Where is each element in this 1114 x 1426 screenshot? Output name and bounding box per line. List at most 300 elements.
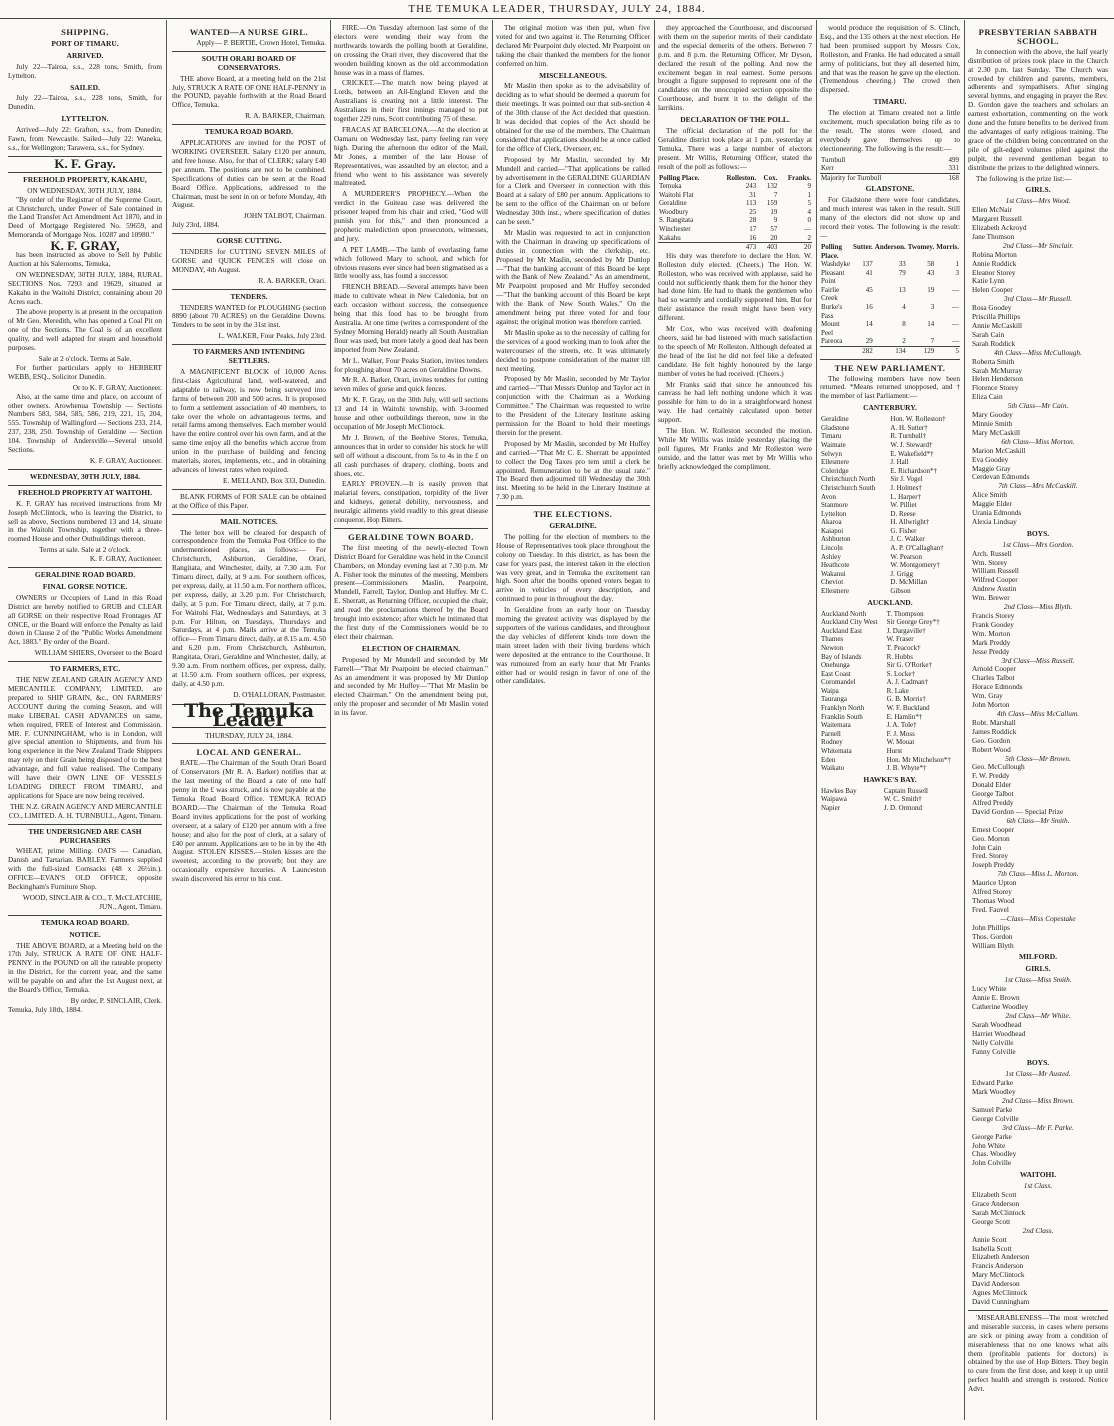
member-name: S. Locke† — [886, 669, 915, 678]
table-row — [820, 320, 960, 337]
class-heading: 1st Class. — [1023, 1181, 1053, 1191]
column-rule — [816, 20, 817, 1420]
table-cell: 3 — [955, 268, 959, 277]
electorate-name: Eden — [821, 755, 836, 764]
table-row — [658, 225, 812, 234]
table-cell: Temuka — [659, 182, 682, 191]
prize-winner: Thomas Wood — [972, 896, 1015, 905]
table-cell: 79 — [898, 268, 906, 277]
class-heading: —Class—Miss Copestake — [1000, 913, 1076, 923]
advert-heading: GERALDINE ROAD BOARD. — [34, 570, 136, 580]
article-text: Mr Franks said that since he announced his canvass he had left nothing undone which it was possible for him to do in a straightforward honest way. He had certainly calculated upon better support. — [658, 379, 812, 425]
prize-winner: Priscilla Phillips — [972, 312, 1021, 322]
table-row — [820, 303, 960, 320]
table-row — [658, 234, 812, 243]
electorate-name: Selwyn — [821, 449, 842, 458]
table-header: Anderson. — [874, 242, 906, 251]
article-text: The official declaration of the poll for the Geraldine district took place at 1 p.m. yesterday at Temuka. There was a large number of electors present. Mr Willis, Returning Officer, stated the result of the poll as follows:— — [658, 125, 812, 171]
electorate-name: Cheviot — [821, 578, 844, 587]
article-text: The polling for the election of members to the House of Representatives took place throughout the colony on Tuesday. In this district, as has been the case for years past, the interest taken in the election was very great, and in Temuka the excitement ran high. Soon after the booths opened voters began to arrive in vehicles of every description, and continued to pour in throughout the day. — [496, 531, 650, 604]
member-name: Gibson — [890, 587, 911, 596]
table-row — [820, 173, 960, 182]
prize-winner: Rosa Goodey — [972, 303, 1012, 313]
sub-heading: WAITOHI. — [1019, 1170, 1057, 1180]
prize-winner: James Roddick — [972, 726, 1017, 736]
table-row — [820, 570, 960, 579]
member-name: J. A. Tole† — [886, 721, 917, 730]
table-row — [820, 467, 960, 476]
table-cell: 129 — [923, 347, 935, 356]
shipping-text: July 22—Tairoa, s.s., 228 tons, Smith, for Dunedin. — [8, 93, 162, 112]
section-heading: LOCAL AND GENERAL. — [196, 747, 302, 758]
table-row — [820, 441, 960, 450]
article-text: In connection with the above, the half yearly distribution of prizes took place in the Church at 2.30 p.m. last Sunday. The Church was crowded by children and parents, members, adherents and sympathisers. After singing several hymns, and engaging in prayer the Rev. D. Gordon gave the teachers and scholars an earnest exhortation, commenting on the work done and the future benefits to be derived from the advantages of early religious training. The grace of the children being concentrated on the pile of gilt-edged volumes piled against the pulpit, the reverend gentleman began to distribute the prizes to the delighted winners. — [968, 46, 1108, 172]
article-text: The first meeting of the newly-elected Town District Board for Geraldine was held in the Council Chambers, on Monday evening last at 7.30 p.m. Mr A. Fisher took the minutes of the meeting. Members present—Commissioners Maslin, Pearpoint, Mundell, Farrell, Taylor, Dunlop and Huffey. Mr C. E. Sherratt, as Returning Officer, occupied the chair, and read the proclamations thereof by the Board brought into existence; after which he intimated that the first duty of the Commissioners would be to elect their chairman. — [334, 542, 488, 641]
advert-text: OWNERS or Occupiers of Land in this Road District are hereby notified to GRUB and CLEAR all GORSE on their respective Road Frontages AT ONCE, or the Board will enforce the Penalty as laid down in Clause 2 of the "Public Works Amendment Act, 1883." By order of the Board. — [8, 592, 162, 647]
member-name: J. Holmes† — [890, 483, 922, 492]
article-text: RATE.—The Chairman of the South Orari Board of Conservators (Mr R. A. Barker) notifies that at the last meeting of the Board a rate of one half penny in the £ was struck, and is now payable at the Temuka Road Board Office. TEMUKA ROAD BOARD.—The Chairman of the Temuka Road Board invites applications for the post of working overseer, at a salary of £120 per annum with a free house; and also for the post of clerk, at a salary of £40 per annum. Applications are to be in by the 4th August. STOLEN KISSES.—Stolen kisses are the sweetest, according to the proverb; but they are occasionally expensive luxuries. A Launceston swain discovered his error to his cost. — [172, 758, 326, 884]
advert-heading: WEDNESDAY, 30TH JULY, 1884. — [29, 471, 141, 481]
table-header: Morris. — [936, 242, 959, 251]
advert-heading: TO FARMERS, ETC. — [49, 664, 121, 674]
table-cell: 159 — [766, 199, 778, 208]
article-text: The election at Timaru created not a little excitement, much speculation being rife as to the result. The stores were closed, and everybody gave themselves up to electioneering. The following is the result:— — [820, 108, 960, 153]
member-name: J. Dargaville† — [886, 626, 926, 635]
sub-heading: GLADSTONE. — [865, 184, 915, 194]
electorate-name: Auckland City West — [821, 618, 878, 627]
table-cell: 168 — [948, 173, 959, 182]
prize-winner: Chas. Woodley — [972, 1149, 1017, 1159]
table-cell: 43 — [927, 268, 935, 277]
prize-winner: John Morton — [972, 700, 1010, 710]
prize-winner: Mary Goodey — [972, 410, 1013, 420]
table-row — [820, 730, 960, 739]
members-table — [820, 415, 960, 595]
article-text: CRICKET.—The match now being played at Lords, between an All-England Eleven and the Australians is creating not a little interest. The Australians in their first innings managed to put together 229 runs, Scott contributing 75 of these. — [334, 78, 488, 124]
sub-heading: BOYS. — [1026, 528, 1050, 538]
sub-heading: BOYS. — [1026, 1058, 1050, 1068]
advert-text: The above property is at present in the occupation of Mr Geo. Meredith, who has opened a Coal Pit on one of the Sections. The Coal is of an excellent quality, and well adapted for steam and household purposes. — [8, 307, 162, 353]
divider — [172, 489, 326, 490]
article-text: Mr Cox, who was received with deafening cheers, said he had listened with much satisfaction to the speech of Mr Rolleston. Although defeated at the head of the list he did not feel like a defeated candidate. He felt highly honoured by the large number of votes he had received. (Cheers.) — [658, 324, 812, 378]
electorate-name: East Coast — [821, 669, 851, 678]
table-cell: 19 — [927, 285, 935, 294]
advert-signature: L. WALKER, Four Peaks, July 23rd. — [218, 331, 326, 341]
table-cell: 20 — [804, 243, 811, 252]
table-row — [820, 475, 960, 484]
column-rule — [964, 20, 965, 1420]
article-text: The original motion was then put, when five voted for and two against it. The Returning Officer declared Mr Pearpoint duly elected. Mr Pearpoint on taking the chair thanked the members for the honor conferred on him. — [496, 24, 650, 68]
table-cell: 29 — [865, 337, 873, 346]
table-row — [820, 432, 960, 441]
shipping-text: July 22—Tairoa, s.s., 228 tons, Smith, from Lyttelton. — [8, 61, 162, 80]
article-text: Mr L. Walker, Four Peaks Station, invites tenders for ploughing about 70 acres on Geraldine Downs. — [334, 355, 488, 374]
table-row — [820, 518, 960, 527]
table-row — [820, 804, 960, 813]
advert-signature: K. F. GRAY, Auctioneer. — [89, 455, 162, 465]
divider — [8, 485, 162, 486]
advert-text: Apply— P. BERTIE, Crown Hotel, Temuka. — [196, 37, 326, 47]
class-heading: 2nd Class—Mr White. — [1005, 1010, 1071, 1020]
prize-list — [968, 541, 1108, 951]
member-name: G. Fisher — [890, 526, 917, 535]
table-row — [820, 644, 960, 653]
article-text: In Geraldine from an early hour on Tuesday morning the greatest activity was displayed by the supporters of the various candidates, and throughout the day vehicles of different kinds tore down the main street laden with their living burdens which were deposited at the entrance to the Courthouse. It was rumoured from an early hour that Mr Franks either had or would resign in favor of one of the other candidates. — [496, 605, 650, 686]
advert-text: THE above Board, at a meeting held on the 21st July, STRUCK A RATE OF ONE HALF-PENNY in the POUND, payable forthwith at the Road Board Office, Temuka. — [172, 73, 326, 110]
electorate-name: Tauranga — [821, 695, 847, 704]
electorate-name: Kaiapoi — [821, 526, 844, 535]
advert-signature: K. F. GRAY, Auctioneer. — [89, 554, 162, 564]
prize-winner: Harriet Woodhead — [972, 1028, 1026, 1038]
table-row — [820, 337, 960, 346]
table-cell: S. Rangitata — [659, 216, 694, 225]
electorate-name: Franklyn North — [821, 704, 865, 713]
advert-text: WHEAT, prime Milling. OATS — Canadian, Danish and Tartarian. BARLEY. Farmers supplied with the full-sized Cornsacks (48 x 26½in.). OFFICE—EVAN'S OLD OFFICE, opposite Beckingham's Furniture Shop. — [8, 846, 162, 892]
prize-winner: Elizabeth Scott — [972, 1190, 1017, 1200]
section-heading: SHIPPING. — [61, 27, 109, 37]
table-row — [820, 156, 960, 165]
advert-text: THE NEW ZEALAND GRAIN AGENCY AND MERCANTILE COMPANY, LIMITED, are prepared to SHIP GRAIN, &c., ON FARMERS' ACCOUNT during the coming Season, and will make LIBERAL CASH ADVANCES on same, when required, FREE of Interest and Commission. MR. F. CUNNINGHAM, who is in London, will give special attention to Shipments, and from his long experience in the New Zealand Trade Shippers may rely on their Grain being disposed of to the best advantage, and full value realised. The Company will have their OWN LINE OF VESSELS LOADING DIRECT FROM TIMARU, and applications for Space are now being received. — [8, 675, 162, 800]
electorate-name: Coleridge — [821, 466, 849, 475]
prize-winner: Florence Storey — [972, 383, 1019, 393]
table-row — [820, 587, 960, 596]
class-heading: 3rd Class—Miss Russell. — [1001, 655, 1075, 665]
prize-winner: John Colville — [972, 1158, 1012, 1168]
prize-winner: Jane Thomson — [972, 231, 1015, 241]
table-row — [658, 182, 812, 191]
table-row — [820, 493, 960, 502]
prize-winner: Wm. Gray — [972, 691, 1003, 701]
table-row — [820, 544, 960, 553]
table-cell: 33 — [898, 260, 906, 269]
prize-winner: George Parke — [972, 1131, 1012, 1141]
prize-winner: Samuel Parke — [972, 1104, 1013, 1114]
table-header: Cox. — [763, 173, 778, 182]
sub-heading: ELECTION OF CHAIRMAN. — [361, 643, 461, 653]
divider — [496, 505, 650, 506]
article-text: Proposed by Mr Maslin, seconded by Mr Huffey and carried—"That Mr C. E. Sherratt be appointed to collect the Dog Taxes pro tem until a clerk be appointed. Remuneration to be at the usual rate." The Board then adjourned till Wednesday the 30th inst. Meeting to be held in the Literary Institute at 7.30 p.m. — [496, 438, 650, 502]
advert-heading: FINAL GORSE NOTICE. — [42, 581, 128, 591]
table-cell: 28 — [749, 216, 757, 225]
class-heading: 1st Class—Mr Austed. — [1005, 1069, 1071, 1079]
prize-winner: Robt. Marshall — [972, 717, 1016, 727]
member-name: D. Reese — [890, 509, 916, 518]
table-cell: 473 — [745, 243, 757, 252]
gladstone-table — [820, 243, 960, 356]
table-cell: 137 — [862, 260, 873, 269]
advert-signature: WOOD, SINCLAIR & CO., T. McCLATCHIE, JUN., Agent, Timaru. — [22, 892, 162, 911]
member-name: W. Fraser — [886, 635, 914, 644]
column-7 — [968, 24, 1108, 1419]
table-cell: 243 — [745, 182, 757, 191]
prize-winner: Agnes McClintock — [972, 1288, 1028, 1298]
advert-date: July 23rd, 1884. — [172, 220, 220, 230]
electorate-name: Waitemata — [821, 721, 851, 730]
table-cell: Winchester — [659, 225, 691, 234]
section-heading: THE NEW PARLIAMENT. — [834, 362, 946, 373]
electorate-name: Ellesmere — [821, 458, 849, 467]
divider — [172, 289, 326, 290]
electorate-name: Bay of Islands — [821, 652, 862, 661]
electorate-name: Onehunga — [821, 661, 850, 670]
table-cell: — — [952, 320, 959, 329]
table-cell: 20 — [770, 233, 778, 242]
divider — [820, 359, 960, 360]
prize-winner: Andrew Austin — [972, 584, 1017, 594]
article-text: FIRE.—On Tuesday afternoon last some of the electors were wending their way from the northwards towards the polling booth at Geraldine, on crossing the Orari river, they discovered that the wooden building known as the old accommodation house was in a mass of flames. — [334, 24, 488, 77]
prize-winner: Lucy White — [972, 984, 1007, 994]
divider — [8, 567, 162, 568]
divider — [172, 233, 326, 234]
electorate-name: Akaroa — [821, 518, 842, 527]
prize-winner: Eleanor Storey — [972, 267, 1016, 277]
member-name: Sir George Grey*† — [886, 618, 940, 627]
page-header: THE TEMUKA LEADER, THURSDAY, JULY 24, 1884. — [0, 0, 1114, 19]
table-row — [820, 535, 960, 544]
prize-winner: Mary McClintock — [972, 1270, 1025, 1280]
table-cell — [820, 347, 852, 356]
prize-winner: Francis Storey — [972, 611, 1015, 620]
article-text: Mr Maslin then spoke as to the advisability of deciding as to what should be deemed a quorum for their meetings. It was pointed out that sub-section 4 of the 30th clause of the Act decided that question. It was decided that copies of the Act should be obtained for the use of the members. The Chairman considered that applications should be at once called for the office of Clerk, Overseer, etc. — [496, 81, 650, 153]
prize-winner: Eva Goodey — [972, 454, 1009, 464]
article-text: A PET LAMB.—The lamb of everlasting fame which followed Mary to school, and which for obvious reasons ever since had been stigmatised as a little woolly ass, has found a successor. — [334, 244, 488, 281]
article-text: Proposed by Mr Maslin, seconded by Mr Mundell and carried—"That applications be called by advertisement in the GERALDINE GUARDIAN for a Clerk and Overseer in connection with this Board at a salary of £80 per annum. Applications to be sent to the office of the Chairman on or before Wednesday 30th inst., where specification of duties can be seen." — [496, 154, 650, 227]
prize-winner: Arnold Cooper — [972, 664, 1016, 674]
table-cell: 132 — [766, 182, 778, 191]
table-cell: 31 — [749, 190, 757, 199]
prize-winner: Jesse Preddy — [972, 646, 1010, 656]
table-row — [658, 208, 812, 217]
prize-winner: Helen Cooper — [972, 285, 1013, 295]
divider — [968, 1310, 1108, 1311]
prize-winner: Geo. McCullough — [972, 762, 1025, 772]
table-cell: 282 — [862, 347, 873, 356]
advert-signature: D. O'HALLORAN, Postmaster. — [233, 689, 326, 699]
prize-winner: Maggie Elder — [972, 499, 1012, 509]
advert-text: TENDERS WANTED for PLOUGHING (section 8890 (about 70 ACRES) on the Geraldine Downs. Tenders to be sent in by the 31st inst. — [172, 302, 326, 330]
table-row — [820, 610, 960, 619]
table-row — [820, 553, 960, 562]
table-cell: Kakahu — [659, 233, 681, 242]
electorate-name: Thames — [821, 635, 844, 644]
sub-heading: GIRLS. — [1025, 964, 1051, 974]
class-heading: 3rd Class—Mr F. Parke. — [1002, 1122, 1074, 1132]
member-name: H. Allwright† — [890, 518, 930, 527]
class-heading: 3rd Class—Mr Russell. — [1003, 294, 1073, 304]
table-row — [820, 764, 960, 773]
table-header: Rolleston. — [726, 173, 757, 182]
table-cell: 7 — [773, 190, 778, 199]
table-row — [820, 787, 960, 796]
column-5 — [658, 24, 812, 1419]
advert-text: Sale at 2 o'clock. Terms at Sale. — [38, 354, 132, 363]
sub-heading: AUCKLAND. — [867, 597, 913, 607]
masthead: The Temuka Leader — [172, 704, 326, 728]
advert-heading: TEMUKA ROAD BOARD. — [204, 127, 294, 137]
article-text: would produce the requisition of S. Clinch, Esq., and the 135 others at the next election. He had been promised support by Messrs Cox, Rolleston, and Franks. He had educated a small army of politicians, but they all deserted him, and that was the reason he gave up the election. (Tremendous cheering.) The crowd then dispersed. — [820, 24, 960, 95]
article-text: Mr R. A. Barker, Orari, invites tenders for cutting seven miles of gorse and quick fences. — [334, 375, 488, 394]
divider — [172, 344, 326, 345]
prize-winner: Robert Wood — [972, 744, 1011, 754]
table-cell: Fairlie Creek — [821, 285, 840, 303]
prize-winner: Wm. Brewer — [972, 593, 1010, 603]
prize-winner: Fred. Fauvel — [972, 904, 1009, 914]
divider — [8, 661, 162, 662]
advert-text: "By order of the Registrar of the Supreme Court, at Christchurch, under Power of Sale contained in the Land Transfer Act Amendment Act 1870, and in Deed of Mortgage Registered No. 59659, and Memoranda of Mortgage Nos. 10287 and 10980." — [8, 194, 162, 240]
table-row — [820, 450, 960, 459]
class-heading: 2nd Class. — [1022, 1225, 1054, 1235]
table-cell: — — [952, 285, 959, 294]
prize-winner: Frank Goodey — [972, 619, 1014, 629]
class-heading: 6th Class—Mr Smith. — [1006, 815, 1070, 825]
prize-winner: George Scott — [972, 1216, 1011, 1226]
article-text: His duty was therefore to declare the Hon. W. Rolleston duly elected. (Cheers.) The Hon. W. Rolleston, who was received with applause, said he could not sufficiently thank them for the honor they had done him. He had to thank the gentlemen who had so warmly and cordially supported him. But for their assistance the result might have been very different. — [658, 250, 812, 323]
prize-winner: Annie McCaskill — [972, 321, 1023, 330]
sub-heading: HAWKE'S BAY. — [863, 774, 917, 784]
table-total-row — [820, 347, 960, 356]
auctioneer-name: K. F. GRAY, — [50, 238, 120, 254]
article-text: EARLY PROVEN.—It is easily proven that malarial fevers, constipation, torpidity of the liver and kidneys, general debility, nervousness, and neuralgic ailments yield readily to this great disease conqueror, Hop Bitters. — [334, 479, 488, 525]
electorate-name: Newton — [821, 643, 844, 652]
masthead-date: THURSDAY, JULY 24, 1884. — [205, 730, 293, 740]
electorate-name: Christchurch North — [821, 475, 876, 484]
divider — [172, 124, 326, 125]
table-row — [820, 713, 960, 722]
table-cell: 57 — [770, 225, 778, 234]
section-heading: THE ELECTIONS. — [533, 509, 613, 520]
prize-winner: Sarah Roddick — [972, 338, 1016, 348]
member-name: J. Hall — [890, 458, 909, 467]
prize-winner: Eliza Cain — [972, 392, 1003, 402]
table-cell: 5 — [807, 199, 811, 208]
members-table — [820, 610, 960, 773]
member-name: W. J. Steward† — [890, 440, 933, 449]
table-cell: 8 — [902, 320, 906, 329]
electorate-name: Geraldine — [821, 415, 849, 424]
table-row — [820, 260, 960, 269]
advert-text: For further particulars apply to HERBERT WEBB, ESQ., Solicitor Dunedin. — [8, 362, 162, 381]
class-heading: 2nd Class—Miss Brown. — [1001, 1096, 1075, 1106]
table-row — [820, 795, 960, 804]
electorate-name: Whitemata — [821, 747, 852, 756]
member-name: J. Grigg — [890, 569, 913, 578]
member-name: W. C. Smith† — [883, 795, 922, 804]
member-name: D. McMillan — [890, 578, 927, 587]
column-rule — [166, 20, 167, 1420]
column-6 — [820, 24, 960, 1419]
member-name: A. J. Cadman† — [886, 678, 929, 687]
prize-winner: Alfred Preddy — [972, 798, 1014, 808]
advert-signature: By order, P. SINCLAIR, Clerk. — [70, 996, 162, 1005]
class-heading: 6th Class—Miss Morton. — [1001, 436, 1075, 446]
prize-winner: Alexia Lindsay — [972, 516, 1017, 526]
prize-winner: Annie Roddick — [972, 258, 1017, 268]
table-cell: 14 — [865, 320, 873, 329]
table-cell: Kerr — [821, 164, 834, 173]
table-cell: — — [952, 303, 959, 312]
advert-text: Terms at sale. Sale at 2 o'clock. — [39, 545, 131, 555]
member-name: W. Mouat — [886, 738, 915, 747]
advert-text: K. F. GRAY has received instructions from Mr Joseph McClintock, who is leaving the District, to sell as above, Sections numbered 13 and 14, situate in the Waitohi Township, together with a three-roomed House and other Outbuildings thereon. — [8, 498, 162, 544]
table-cell: 2 — [902, 337, 906, 346]
table-header: Sutter. — [853, 242, 873, 251]
table-cell: 3 — [930, 303, 935, 312]
electorate-name: Hawkes Bay — [821, 786, 857, 795]
prize-winner: Annie Scott — [972, 1234, 1007, 1244]
article-text: Mr Maslin was requested to act in conjunction with the Chairman in drawing up specifications of duties in connection with the clerkship, etc. Proposed by Mr Maslin, seconded by Mr Dunlop—"That the banking account of this Board be kept with the Bank of New Zealand." As an amendment, Mr Pearpoint proposed and Mr Huffey seconded—"That the banking account of this Board be kept with the Bank of New South Wales." On the amendment being put three voted for and four against; the original motion was therefore carried. — [496, 227, 650, 326]
electorate-name: Waipa — [821, 686, 839, 695]
poll-table — [658, 174, 812, 252]
table-cell: 19 — [770, 207, 778, 216]
prize-winner: Elizabeth Anderson — [972, 1252, 1030, 1262]
prize-list — [968, 1182, 1108, 1307]
advert-text: TENDERS for CUTTING SEVEN MILES of GORSE and QUICK FENCES will close on MONDAY, 4th August. — [172, 247, 326, 274]
advert-text: A MAGNIFICENT BLOCK of 10,000 Acres first-class Agricultural land, well-watered, and adaptable to railway, is now being surveyed into farms of between 200 and 500 acres. It is proposed to form a settlement association of 40 members, to take over the whole on advantageous terms, and retail farms among themselves. Each member would have the entire control over his own farm, and at the same time enjoy all the benefits which accrue from union in the purchase of building and fencing materials, stores, implements, etc., and in obtaining advances of lowest rates when required. — [172, 367, 326, 474]
class-heading: 1st Class—Mrs Wood. — [1005, 196, 1071, 206]
member-name: T. Peacock† — [886, 643, 921, 652]
column-rule — [330, 20, 331, 1420]
electorate-name: Waipawa — [821, 795, 847, 804]
table-cell: 14 — [927, 320, 935, 329]
member-name: Hon. Mr Mitchelson*† — [886, 755, 951, 764]
prize-winner: Charles Talbot — [972, 673, 1015, 683]
section-heading: PRESBYTERIAN SABBATH SCHOOL. — [978, 27, 1098, 46]
advert-text: Also, at the same time and place, on account of other owners. Arowhenua Township — Sections Numbers 583, 584, 585, 586, 219, 221, 15, 204, 555. Township of Wallingford — Sections 233, 214, 237, 238, 250. Township of Geraldine — Section 104. Township of Andersville—Several unsold Sections. — [8, 391, 162, 455]
table-row — [820, 424, 960, 433]
table-header: Twomey. — [907, 242, 935, 251]
advert-heading: TENDERS. — [230, 291, 268, 301]
table-row — [820, 721, 960, 730]
prize-winner: William Blyth — [972, 940, 1014, 950]
table-cell: 0 — [807, 216, 811, 225]
prize-winner: Geo. Gordon — [972, 735, 1011, 745]
electorate-name: Parnell — [821, 729, 841, 738]
divider — [8, 915, 162, 916]
table-row — [658, 191, 812, 200]
advert-signature: R. A. BARKER, Chairman. — [245, 111, 326, 121]
sub-heading: ARRIVED. — [66, 50, 104, 60]
electorate-name: Ashley — [821, 552, 841, 561]
table-header: Polling Place. — [821, 242, 843, 260]
table-row — [820, 653, 960, 662]
prize-winner: Wilfred Cooper — [972, 575, 1018, 585]
member-name: L. Harper† — [890, 492, 922, 501]
article-text: The following is the prize list:— — [976, 173, 1072, 183]
member-name: Sir J. Vogel — [890, 475, 923, 484]
prize-winner: David Anderson — [972, 1279, 1020, 1289]
table-header: Franks. — [787, 173, 811, 182]
table-row — [820, 627, 960, 636]
prize-winner: F. W. Preddy — [972, 771, 1010, 781]
member-name: T. Thompson — [886, 609, 924, 618]
advert-signature: JOHN TALBOT, Chairman. — [243, 211, 326, 221]
table-row — [658, 199, 812, 208]
prize-winner: Wm. Storey — [972, 557, 1008, 567]
table-cell: 331 — [948, 164, 959, 173]
prize-winner: Annie E. Brown — [972, 993, 1020, 1003]
table-row — [820, 670, 960, 679]
table-cell: — — [952, 337, 959, 346]
prize-winner: Sarah McMurray — [972, 365, 1023, 375]
member-name: A. P. O'Callaghan† — [890, 544, 944, 553]
table-row — [820, 164, 960, 173]
table-cell: 41 — [865, 268, 873, 277]
prize-winner: David Cunningham — [972, 1296, 1030, 1306]
divider — [172, 514, 326, 515]
class-heading: 7th Class—Miss L. Morton. — [997, 869, 1079, 879]
advert-heading: SOUTH ORARI BOARD OF CONSERVATORS. — [201, 53, 297, 72]
table-row — [820, 618, 960, 627]
